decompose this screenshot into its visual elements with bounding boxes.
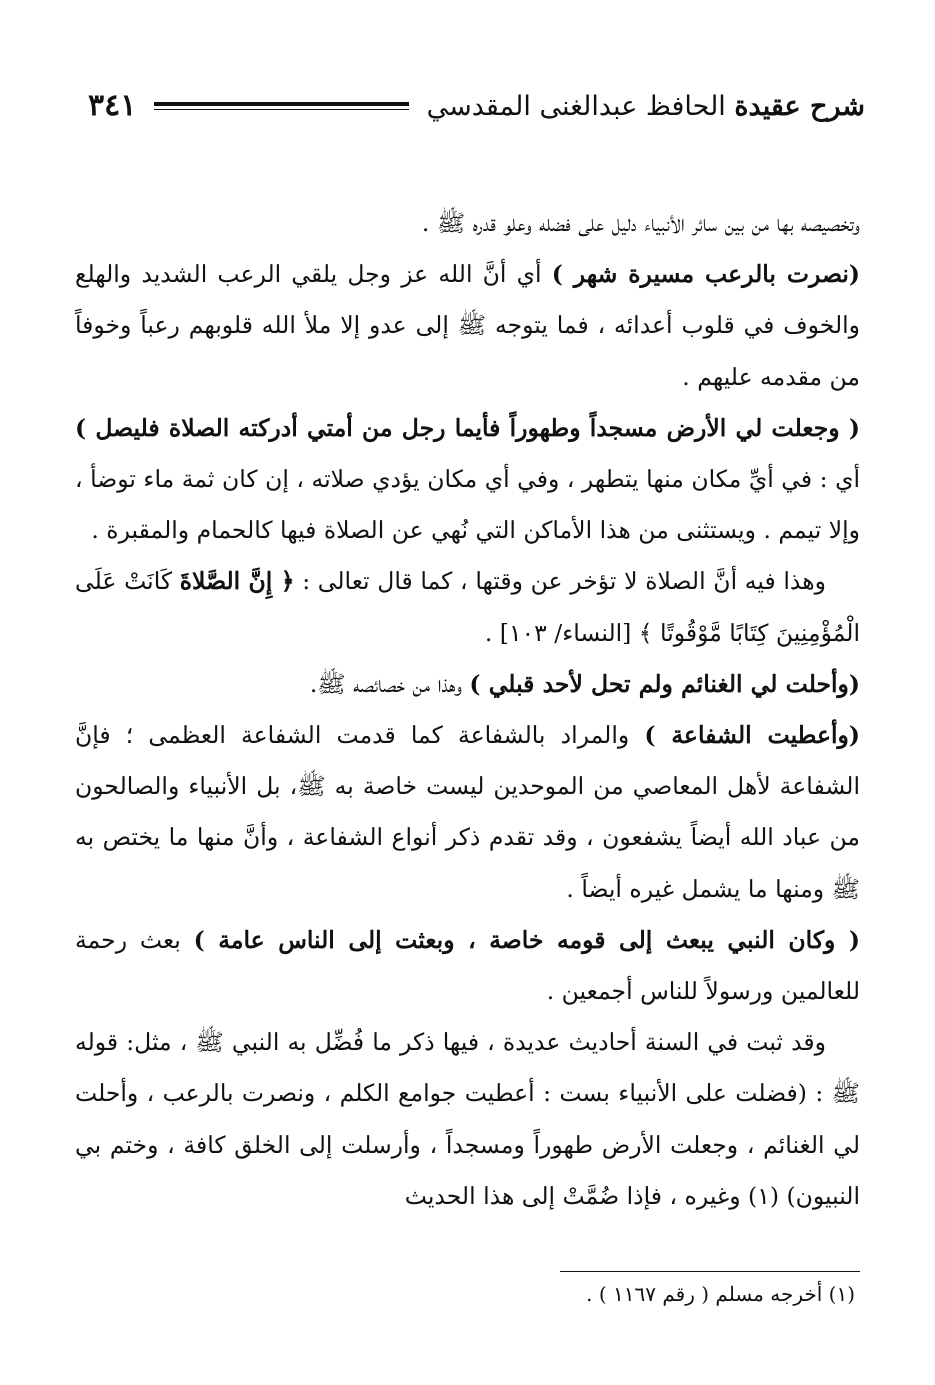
running-title-bold: شرح عقيدة (734, 90, 865, 122)
commentary-text: وهذا من خصائصه ﷺ. (309, 669, 470, 698)
paragraph (75, 403, 860, 557)
hadith-quote: (وأحلت لي الغنائم ولم تحل لأحد قبلي ) (469, 669, 860, 698)
paragraph (75, 659, 860, 710)
hadith-quote: (نصرت بالرعب مسيرة شهر ) (551, 260, 860, 289)
commentary-text: وهذا فيه أنَّ الصلاة لا تؤخر عن وقتها ، كما قال تعالى : (294, 567, 827, 596)
footnotes (95, 1279, 855, 1309)
commentary-text: وقد ثبت في السنة أحاديث عديدة ، فيها ذكر ما فُضِّل به النبي ﷺ ، مثل: قوله ﷺ : (فضلت على الأنبياء بست : أعطيت جوامع الكلم ، ونصرت بالرعب ، وأحلت لي الغنائم ، وجعلت الأرض طهوراً ومسجداً ، وأرسلت إلى الخلق كافة ، وختم بي النبيون) (١) وغيره ، فإذا ضُمَّتْ إلى هذا الحديث (75, 1028, 860, 1210)
paragraph (75, 710, 860, 915)
commentary-text: أي أنَّ الله عز وجل يلقي الرعب الشديد والهلع والخوف في قلوب أعدائه ، فما يتوجه ﷺ إلى عدو إلا ملأ الله قلوبهم رعباً وخوفاً من مقدمه عليهم . (75, 260, 860, 391)
hadith-quote: ( وجعلت لي الأرض مسجداً وطهوراً فأيما رجل من أمتي أدركته الصلاة فليصل ) (75, 413, 860, 442)
commentary-text: وتخصيصه بها من بين سائر الأنبياء دليل على فضله وعلو قدره ﷺ . (421, 209, 860, 237)
commentary-text: كَانَتْ عَلَى الْمُؤْمِنِينَ كِتَابًا مَّوْقُوتًا ﴾ [النساء/ ١٠٣] . (75, 567, 860, 647)
paragraph (75, 198, 860, 249)
hadith-quote: ﴿ إِنَّ الصَّلاةَ (179, 567, 295, 596)
page-number: ٣٤١ (88, 88, 137, 123)
hadith-quote: ( وكان النبي يبعث إلى قومه خاصة ، وبعثت إلى الناس عامة ) (193, 925, 861, 954)
body-text (75, 198, 860, 1222)
paragraph (75, 556, 860, 658)
commentary-text: بعث رحمة للعالمين ورسولاً للناس أجمعين . (75, 925, 860, 1006)
running-title (426, 90, 865, 122)
paragraph (75, 249, 860, 403)
hadith-quote: (وأعطيت الشفاعة ) (644, 721, 860, 750)
commentary-text: والمراد بالشفاعة كما قدمت الشفاعة العظمى ؛ فإنَّ الشفاعة لأهل المعاصي من الموحدين ليست خاصة به ﷺ، بل الأنبياء والصالحون من عباد الله أيضاً يشفعون ، وقد تقدم ذكر أنواع الشفاعة ، وأنَّ منها ما يختص به ﷺ ومنها ما يشمل غيره أيضاً . (75, 721, 860, 903)
running-header (88, 84, 865, 128)
commentary-text: أي : في أيِّ مكان منها يتطهر ، وفي أي مكان يؤدي صلاته ، إن كان ثمة ماء توضأ ، وإلا تيمم . ويستثنى من هذا الأماكن التي نُهي عن الصلاة فيها كالحمام والمقبرة . (75, 465, 860, 545)
paragraph (75, 1017, 860, 1222)
footnote-separator (560, 1271, 860, 1272)
footnote: (١) أخرجه مسلم ( رقم ١١٦٧ ) . (586, 1282, 855, 1306)
header-rule (154, 102, 408, 110)
running-title-rest: الحافظ عبدالغنى المقدسي (426, 90, 735, 122)
paragraph (75, 915, 860, 1017)
